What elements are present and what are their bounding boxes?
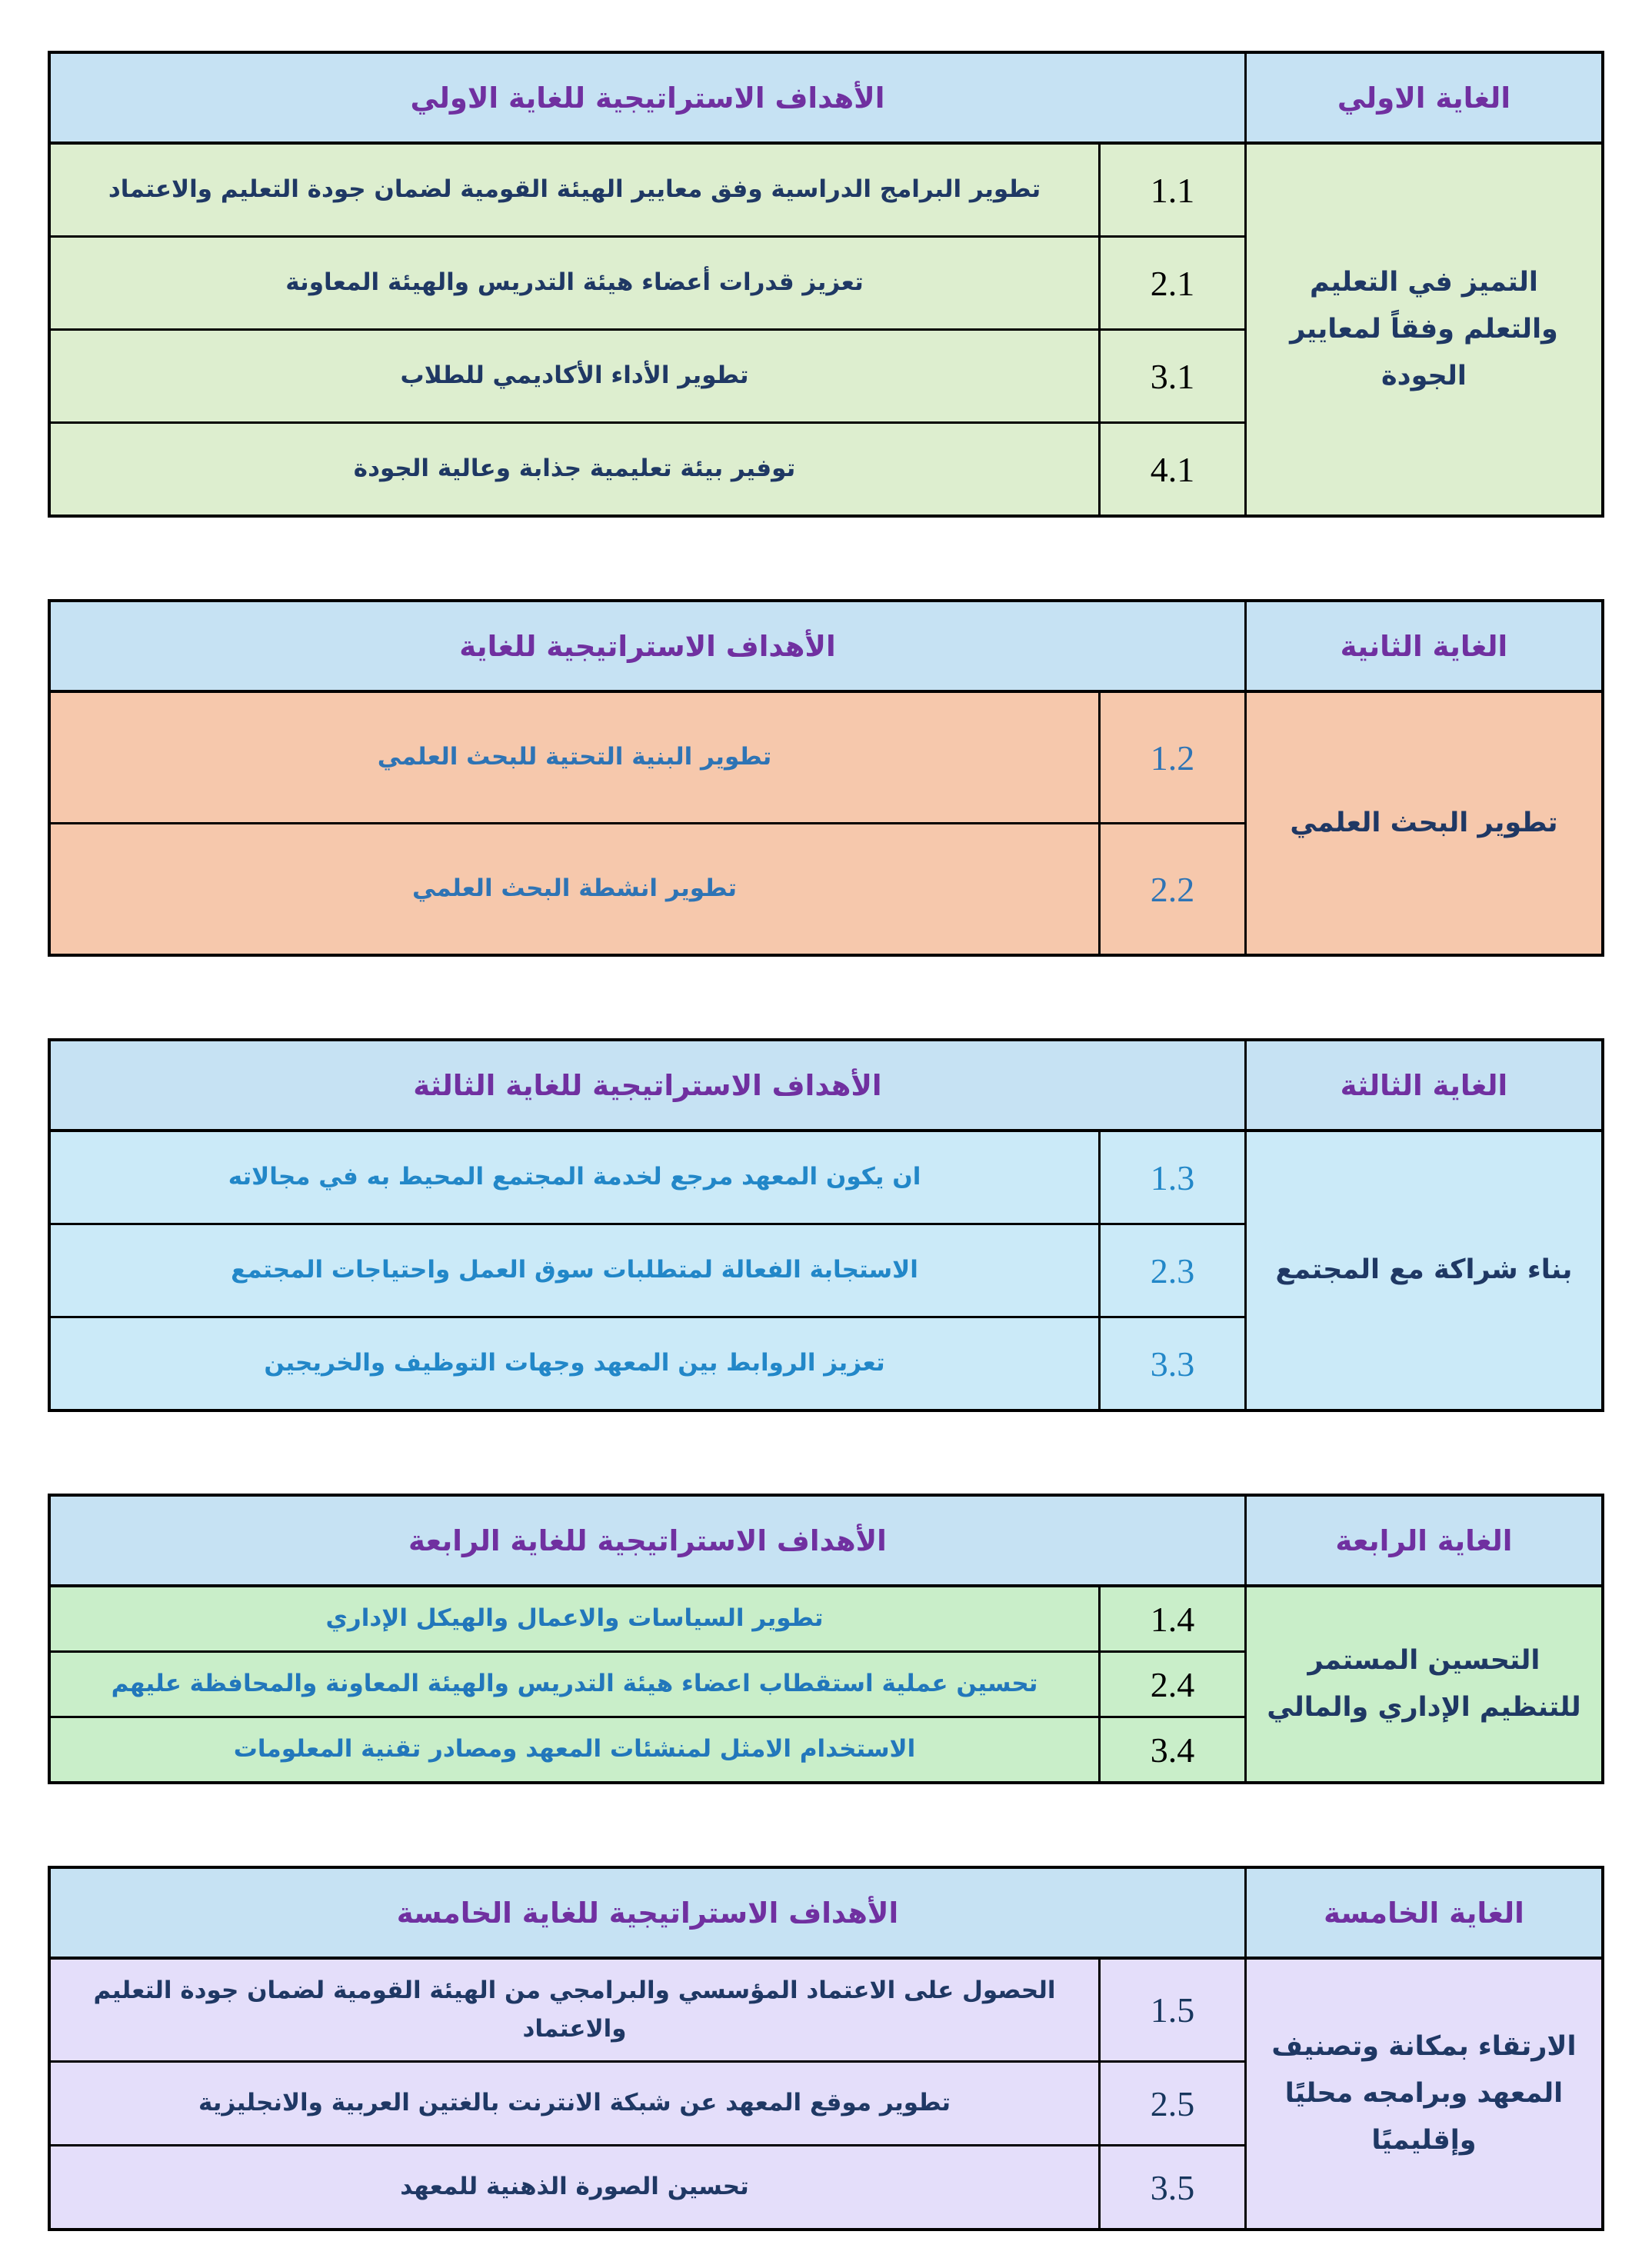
objective-number: 2.2	[1100, 824, 1246, 956]
objectives-header-cell: الأهداف الاستراتيجية للغاية	[49, 601, 1245, 691]
goal-cell: التميز في التعليم والتعلم وفقاً لمعايير الجودة	[1245, 143, 1603, 516]
objective-number: 2.3	[1100, 1224, 1246, 1317]
objective-row	[49, 1131, 1603, 1224]
objective-text: تطوير موقع المعهد عن شبكة الانترنت بالغتين العربية والانجليزية	[49, 2062, 1100, 2146]
strategic-goal-table-1	[48, 51, 1604, 518]
objectives-header-cell: الأهداف الاستراتيجية للغاية الخامسة	[49, 1867, 1245, 1958]
objective-number: 1.5	[1100, 1958, 1246, 2062]
objective-text: تحسين عملية استقطاب اعضاء هيئة التدريس والهيئة المعاونة والمحافظة عليهم	[49, 1652, 1100, 1717]
objective-number: 2.5	[1100, 2062, 1246, 2146]
strategic-goal-table-2	[48, 599, 1604, 957]
goal-cell: الارتقاء بمكانة وتصنيف المعهد وبرامجه محليًا وإقليميًا	[1245, 1958, 1603, 2230]
goal-header-cell: الغاية الاولي	[1245, 52, 1603, 143]
objective-text: تطوير الأداء الأكاديمي للطلاب	[49, 330, 1100, 423]
table-header-row	[49, 1040, 1603, 1131]
objective-number: 1.4	[1100, 1586, 1246, 1652]
goal-cell: التحسين المستمر للتنظيم الإداري والمالي	[1245, 1586, 1603, 1783]
objective-text: تعزيز قدرات أعضاء هيئة التدريس والهيئة المعاونة	[49, 237, 1100, 330]
goal-cell: تطوير البحث العلمي	[1245, 691, 1603, 955]
table-header-row	[49, 1495, 1603, 1586]
strategic-goal-table-3	[48, 1038, 1604, 1412]
objective-text: تعزيز الروابط بين المعهد وجهات التوظيف والخريجين	[49, 1317, 1100, 1411]
objective-number: 3.5	[1100, 2146, 1246, 2230]
objective-number: 3.1	[1100, 330, 1246, 423]
objectives-header-cell: الأهداف الاستراتيجية للغاية الرابعة	[49, 1495, 1245, 1586]
objective-row	[49, 1958, 1603, 2062]
goal-cell: بناء شراكة مع المجتمع	[1245, 1131, 1603, 1410]
objective-row	[49, 143, 1603, 237]
objective-number: 4.1	[1100, 423, 1246, 517]
objective-number: 1.3	[1100, 1131, 1246, 1224]
objectives-header-cell: الأهداف الاستراتيجية للغاية الاولي	[49, 52, 1245, 143]
objective-text: الاستخدام الامثل لمنشئات المعهد ومصادر تقنية المعلومات	[49, 1717, 1100, 1783]
objective-text: تطوير السياسات والاعمال والهيكل الإداري	[49, 1586, 1100, 1652]
table-header-row	[49, 1867, 1603, 1958]
goal-header-cell: الغاية الخامسة	[1245, 1867, 1603, 1958]
goal-header-cell: الغاية الثالثة	[1245, 1040, 1603, 1131]
table-header-row	[49, 601, 1603, 691]
objective-text: تطوير انشطة البحث العلمي	[49, 824, 1100, 956]
objective-text: ان يكون المعهد مرجع لخدمة المجتمع المحيط به في مجالاته	[49, 1131, 1100, 1224]
objective-number: 2.4	[1100, 1652, 1246, 1717]
table-header-row	[49, 52, 1603, 143]
objective-text: تطوير البرامج الدراسية وفق معايير الهيئة القومية لضمان جودة التعليم والاعتماد	[49, 143, 1100, 237]
goal-header-cell: الغاية الرابعة	[1245, 1495, 1603, 1586]
objective-number: 1.2	[1100, 691, 1246, 824]
strategic-goal-table-5	[48, 1866, 1604, 2231]
objective-number: 1.1	[1100, 143, 1246, 237]
objective-text: توفير بيئة تعليمية جذابة وعالية الجودة	[49, 423, 1100, 517]
objective-row	[49, 1586, 1603, 1652]
objective-row	[49, 691, 1603, 824]
objective-text: الحصول على الاعتماد المؤسسي والبرامجي من الهيئة القومية لضمان جودة التعليم والاعتماد	[49, 1958, 1100, 2062]
objectives-header-cell: الأهداف الاستراتيجية للغاية الثالثة	[49, 1040, 1245, 1131]
objective-number: 3.3	[1100, 1317, 1246, 1411]
objective-text: تطوير البنية التحتية للبحث العلمي	[49, 691, 1100, 824]
goal-header-cell: الغاية الثانية	[1245, 601, 1603, 691]
strategic-goal-table-4	[48, 1494, 1604, 1784]
objective-text: الاستجابة الفعالة لمتطلبات سوق العمل واحتياجات المجتمع	[49, 1224, 1100, 1317]
objective-number: 2.1	[1100, 237, 1246, 330]
objective-text: تحسين الصورة الذهنية للمعهد	[49, 2146, 1100, 2230]
objective-number: 3.4	[1100, 1717, 1246, 1783]
